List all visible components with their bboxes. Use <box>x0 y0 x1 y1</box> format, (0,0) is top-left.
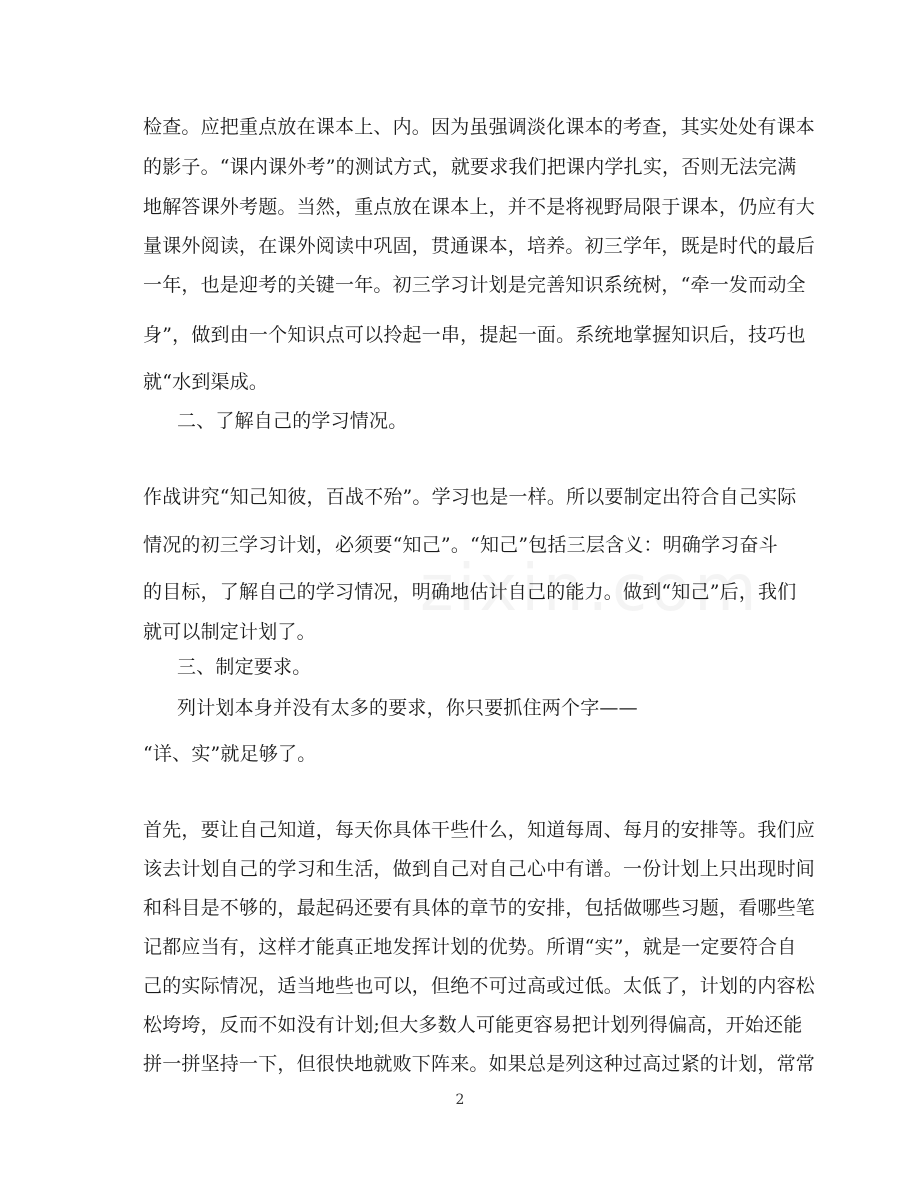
section-heading: 二、了解自己的学习情况。 <box>177 410 408 432</box>
text-line: 己的实际情况，适当地些也可以，但绝不可过高或过低。太低了，计划的内容松 <box>143 975 816 997</box>
text-line: 作战讲究“知己知彼，百战不殆”。学习也是一样。所以要制定出符合自己实际 <box>143 486 797 508</box>
text-line: 拼一拼坚持一下，但很快地就败下阵来。如果总是列这种过高过紧的计划，常常 <box>143 1053 816 1075</box>
text-line: 和科目是不够的，最起码还要有具体的章节的安排，包括做哪些习题，看哪些笔 <box>143 897 816 919</box>
text-line: 列计划本身并没有太多的要求，你只要抓住两个字—— <box>177 697 638 719</box>
text-line: 就可以制定计划了。 <box>143 621 316 643</box>
text-line: 首先，要让自己知道，每天你具体干些什么，知道每周、每月的安排等。我们应 <box>143 819 816 841</box>
text-line: 身”，做到由一个知识点可以拎起一串，提起一面。系统地掌握知识后，技巧也 <box>143 324 806 346</box>
text-line: 地解答课外考题。当然，重点放在课本上，并不是将视野局限于课本，仍应有大 <box>143 196 816 218</box>
text-line: 检查。应把重点放在课本上、内。因为虽强调淡化课本的考查，其实处处有课本 <box>143 116 816 138</box>
text-line: 情况的初三学习计划，必须要“知己”。“知己”包括三层含义：明确学习奋斗 <box>143 534 778 556</box>
text-line: 记都应当有，这样才能真正地发挥计划的优势。所谓“实”，就是一定要符合自 <box>143 936 797 958</box>
page-number: 2 <box>455 1092 465 1108</box>
text-line: 该去计划自己的学习和生活，做到自己对自己心中有谱。一份计划上只出现时间 <box>143 858 816 880</box>
text-line: 量课外阅读，在课外阅读中巩固，贯通课本，培养。初三学年，既是时代的最后 <box>143 235 816 257</box>
text-line: 的目标，了解自己的学习情况，明确地估计自己的能力。做到“知己”后，我们 <box>143 581 797 603</box>
text-line: 一年，也是迎考的关键一年。初三学习计划是完善知识系统树，“牵一发而动全 <box>143 274 806 296</box>
text-line: 的影子。“课内课外考”的测试方式，就要求我们把课内学扎实，否则无法完满 <box>143 156 797 178</box>
section-heading: 三、制定要求。 <box>177 656 312 678</box>
text-line: 就“水到渠成。 <box>143 371 269 393</box>
text-line: 松垮垮，反而不如没有计划;但大多数人可能更容易把计划列得偏高，开始还能 <box>143 1014 803 1036</box>
text-line: “详、实”就足够了。 <box>143 743 317 765</box>
